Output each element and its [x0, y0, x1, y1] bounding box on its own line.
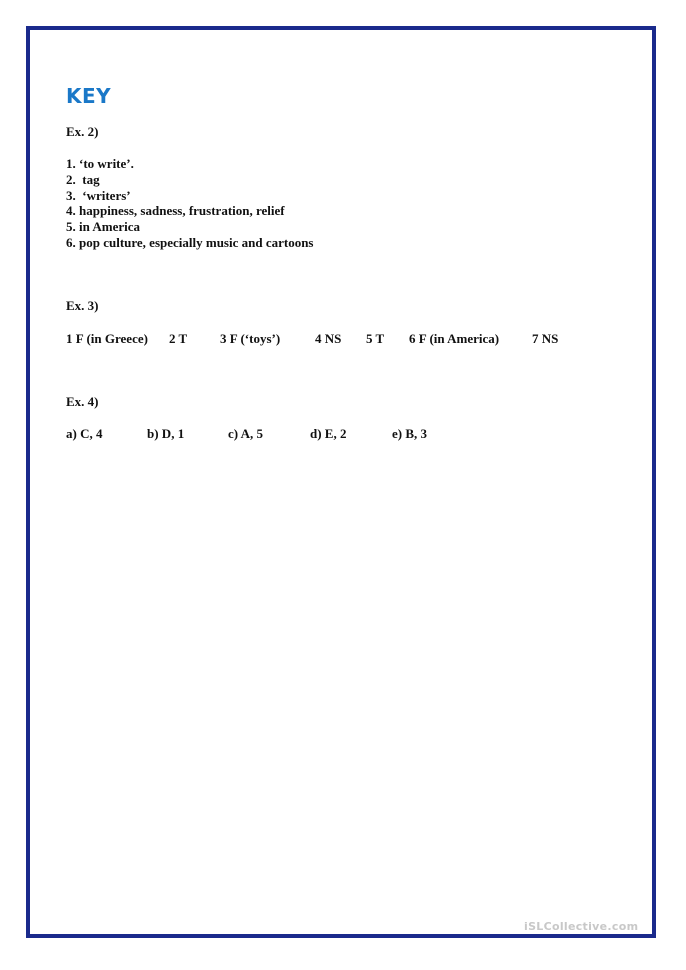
key-title: KEY — [66, 84, 112, 108]
answer-item: b) D, 1 — [147, 426, 185, 441]
ex3-heading: Ex. 3) — [66, 298, 99, 313]
ex2-answer-list — [66, 156, 314, 251]
list-item: 2. tag — [66, 171, 100, 187]
answer-item: e) B, 3 — [392, 426, 428, 441]
answer-item: 5 T — [366, 331, 385, 346]
answer-item: 7 NS — [532, 331, 559, 346]
list-item: 6. pop culture, especially music and cartoons — [66, 234, 314, 250]
list-item: 1. ‘to write’. — [66, 156, 134, 171]
answer-item: 6 F (in America) — [409, 331, 500, 346]
ex4-heading: Ex. 4) — [66, 394, 99, 409]
ex2-heading: Ex. 2) — [66, 124, 99, 139]
answer-item: d) E, 2 — [310, 426, 347, 441]
answer-item: 4 NS — [315, 331, 342, 346]
list-item: 4. happiness, sadness, frustration, relief — [66, 203, 285, 219]
watermark-text: iSLCollective.com — [524, 920, 639, 933]
answer-item: 2 T — [169, 331, 188, 346]
answer-item: 3 F (‘toys’) — [220, 331, 281, 346]
answer-item: a) C, 4 — [66, 426, 103, 441]
answer-item: c) A, 5 — [228, 426, 264, 441]
list-item: 3. ‘writers’ — [66, 187, 131, 203]
list-item: 5. in America — [66, 219, 141, 235]
answer-item: 1 F (in Greece) — [66, 331, 148, 346]
